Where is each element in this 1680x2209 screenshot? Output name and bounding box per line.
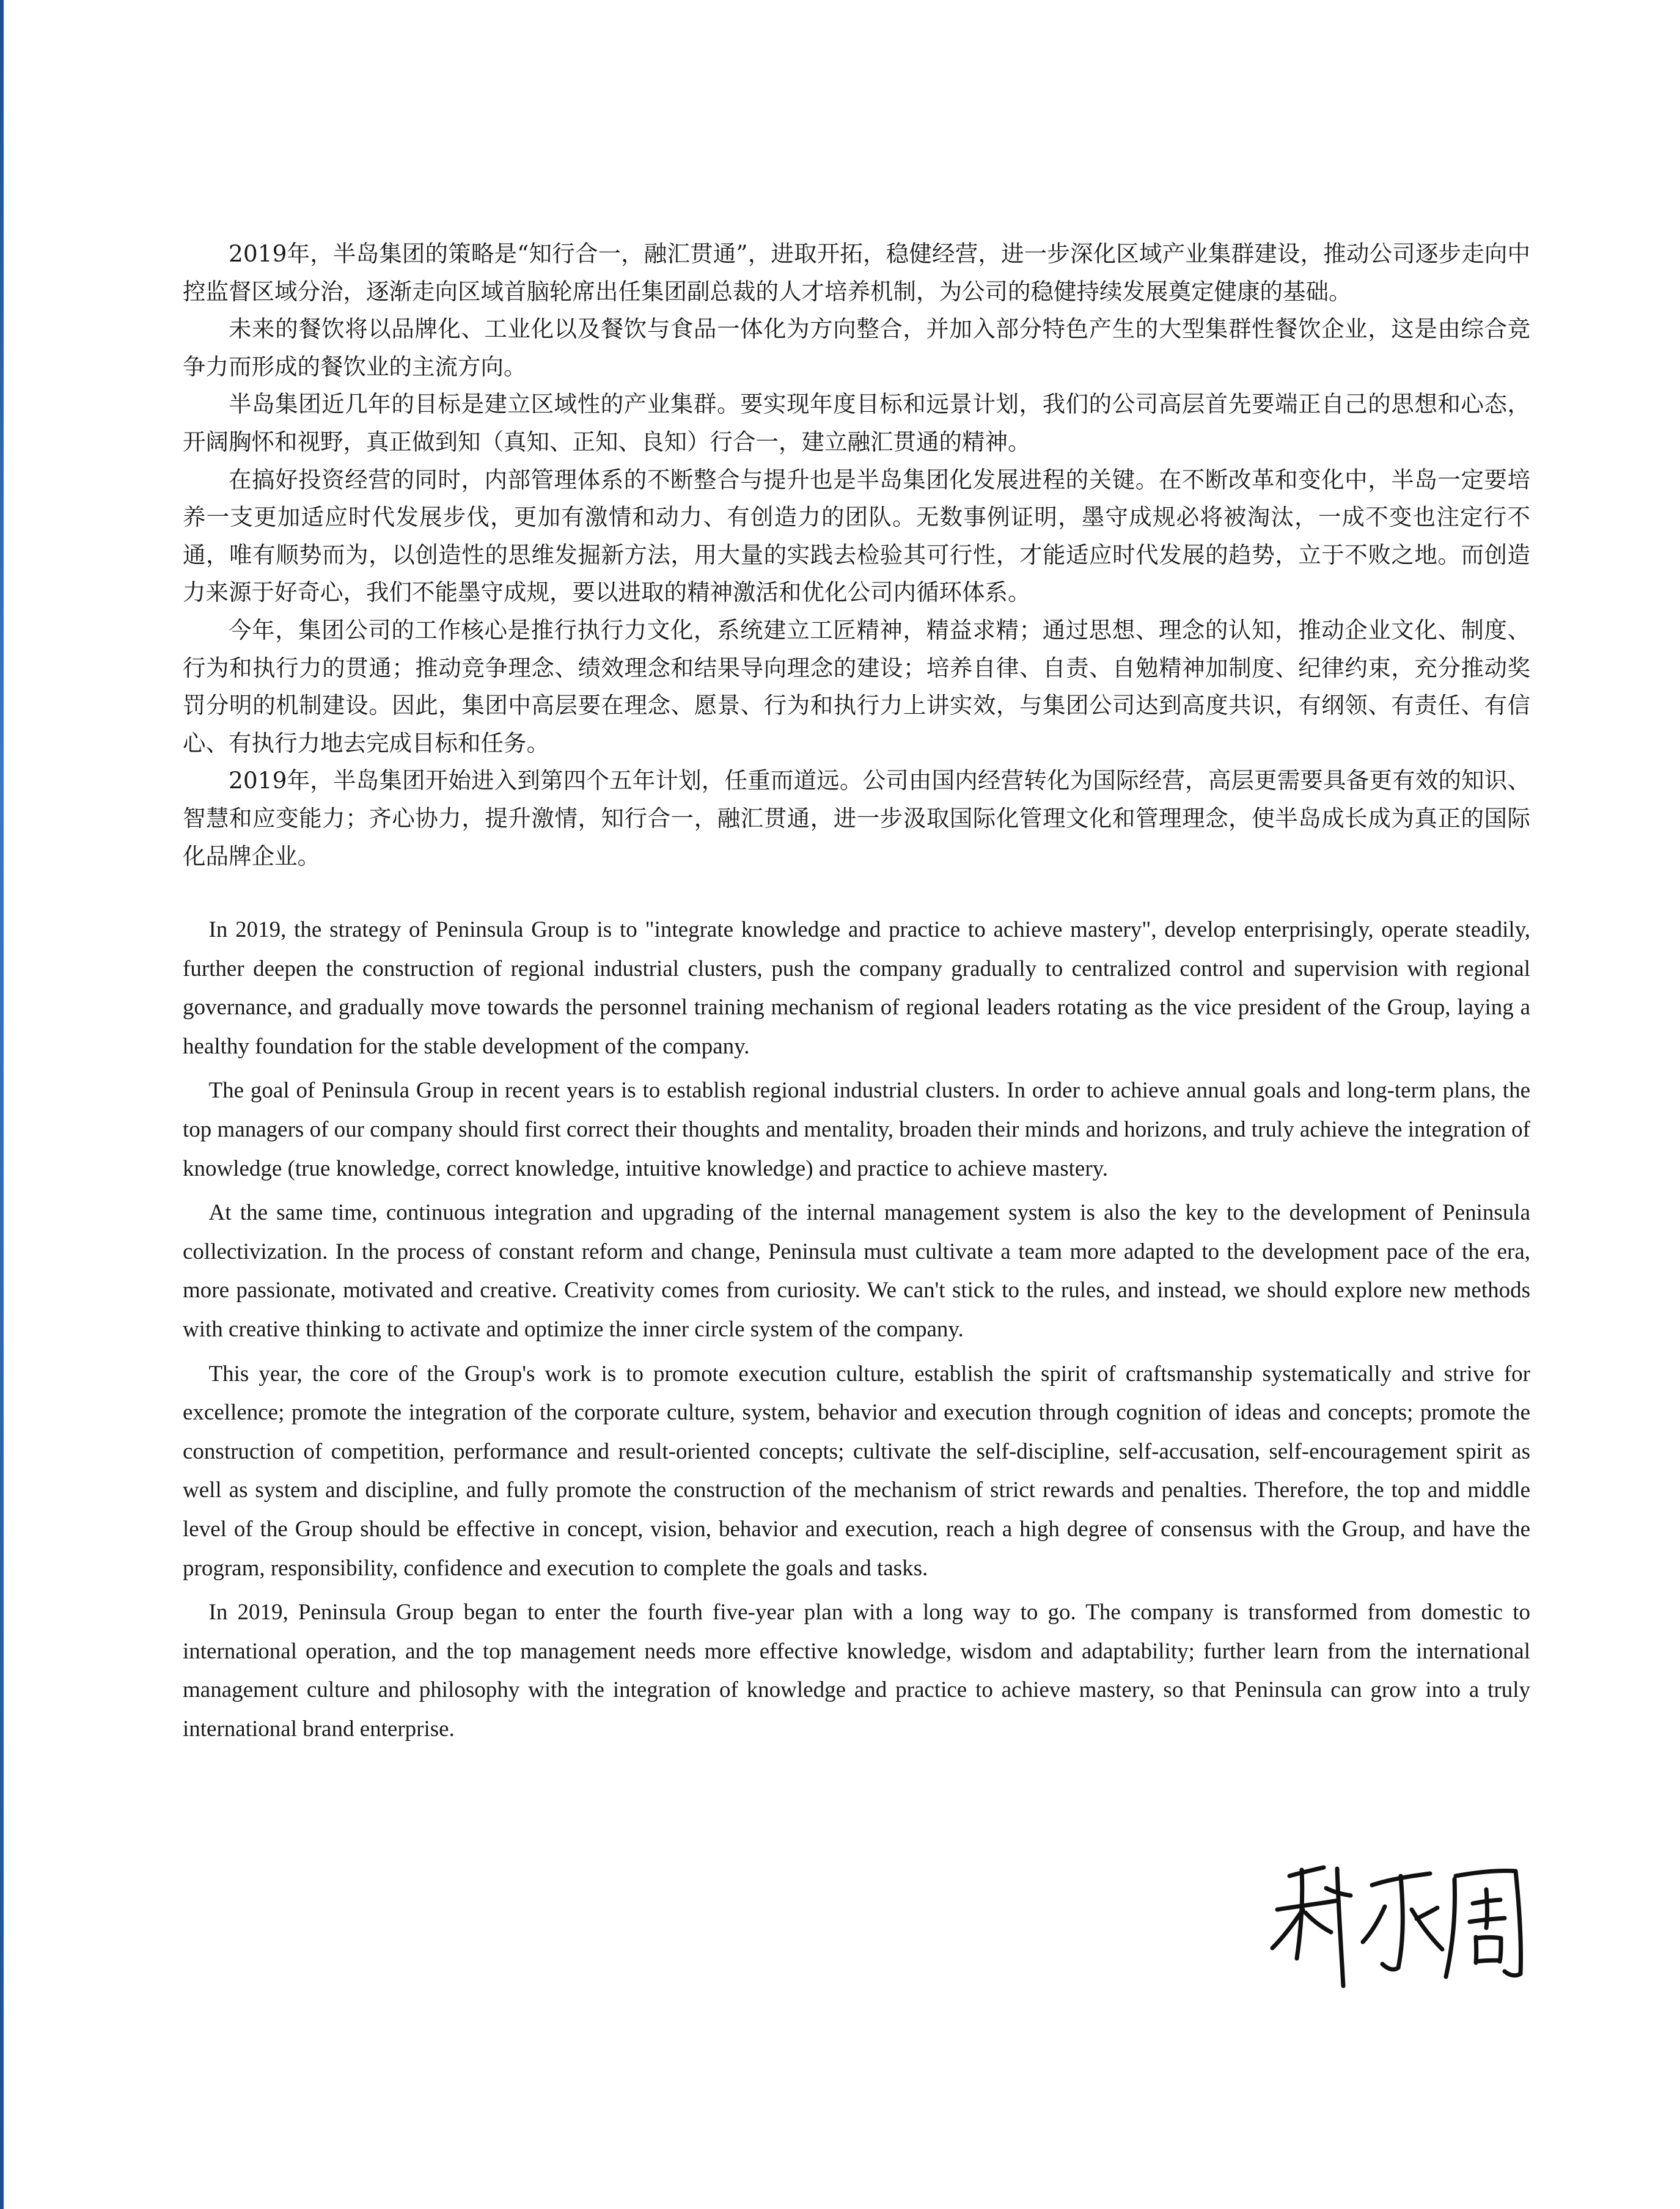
zh-paragraph: 未来的餐饮将以品牌化、工业化以及餐饮与食品一体化为方向整合，并加入部分特色产生的大型集群性餐饮企业，这是由综合竞争力而形成的餐饮业的主流方向。 <box>183 315 1530 380</box>
zh-paragraph: 半岛集团近几年的目标是建立区域性的产业集群。要实现年度目标和远景计划，我们的公司高层首先要端正自己的思想和心态，开阔胸怀和视野，真正做到知（真知、正知、良知）行合一，建立融汇贯通的精神。 <box>183 390 1530 455</box>
en-paragraph: In 2019, Peninsula Group began to enter the fourth five-year plan with a long way to go. The company is transformed from domestic to international operation, and the top management needs more effective knowledge, wisdom and adaptability; further learn from the international management culture and philosophy with the integration of knowledge and practice to achieve mastery, so that Peninsula can grow into a truly international brand enterprise. <box>183 1600 1530 1742</box>
zh-paragraph: 2019年，半岛集团开始进入到第四个五年计划，任重而道远。公司由国内经营转化为国际经营，高层更需要具备更有效的知识、智慧和应变能力；齐心协力，提升激情，知行合一，融汇贯通，进一步汲取国际化管理文化和管理理念，使半岛成长成为真正的国际化品牌企业。 <box>183 767 1530 870</box>
zh-paragraph: 在搞好投资经营的同时，内部管理体系的不断整合与提升也是半岛集团化发展进程的关键。在不断改革和变化中，半岛一定要培养一支更加适应时代发展步伐，更加有激情和动力、有创造力的团队。无数事例证明，墨守成规必将被淘汰，一成不变也注定行不通，唯有顺势而为，以创造性的思维发掘新方法，用大量的实践去检验其可行性，才能适应时代发展的趋势，立于不败之地。而创造力来源于好奇心，我们不能墨守成规，要以进取的精神激活和优化公司内循环体系。 <box>183 466 1530 606</box>
zh-paragraph: 2019年，半岛集团的策略是“知行合一，融汇贯通”，进取开拓，稳健经营，进一步深化区域产业集群建设，推动公司逐步走向中控监督区域分治，逐渐走向区域首脑轮席出任集团副总裁的人才培养机制，为公司的稳健持续发展奠定健康的基础。 <box>183 240 1530 305</box>
en-paragraph: At the same time, continuous integration and upgrading of the internal management system is also the key to the development of Peninsula collectivization. In the process of constant reform and change, Peninsula must cultivate a team more adapted to the development pace of the era, more passionate, motivated and creative. Creativity comes from curiosity. We can't stick to the rules, and instead, we should explore new methods with creative thinking to activate and optimize the inner circle system of the company. <box>183 1200 1530 1342</box>
en-paragraph: In 2019, the strategy of Peninsula Group is to "integrate knowledge and practice to achieve mastery", develop enterprisingly, operate steadily, further deepen the construction of regional industrial clusters, push the company gradually to centralized control and supervision with regional governance, and gradually move towards the personnel training mechanism of regional leaders rotating as the vice president of the Group, laying a healthy foundation for the stable development of the company. <box>183 917 1530 1059</box>
en-paragraph: This year, the core of the Group's work is to promote execution culture, establish the spirit of craftsmanship systematically and strive for excellence; promote the integration of the corporate culture, system, behavior and execution through cognition of ideas and concepts; promote the construction of competition, performance and result-oriented concepts; cultivate the self-discipline, self-accusation, self-encouragement spirit as well as system and discipline, and fully promote the construction of the mechanism of strict rewards and penalties. Therefore, the top and middle level of the Group should be effective in concept, vision, behavior and execution, reach a high degree of consensus with the Group, and have the program, responsibility, confidence and execution to complete the goals and tasks. <box>183 1361 1530 1581</box>
chinese-text-section <box>183 235 1530 875</box>
zh-paragraph: 今年，集团公司的工作核心是推行执行力文化，系统建立工匠精神，精益求精；通过思想、理念的认知，推动企业文化、制度、行为和执行力的贯通；推动竞争理念、绩效理念和结果导向理念的建设；培养自律、自责、自勉精神加制度、纪律约束，充分推动奖罚分明的机制建设。因此，集团中高层要在理念、愿景、行为和执行力上讲实效，与集团公司达到高度共识，有纲领、有责任、有信心、有执行力地去完成目标和任务。 <box>183 616 1530 756</box>
english-text-section <box>183 910 1530 1754</box>
handwritten-signature <box>1265 1852 1534 1992</box>
en-paragraph: The goal of Peninsula Group in recent years is to establish regional industrial clusters. In order to achieve annual goals and long-term plans, the top managers of our company should first correct their thoughts and mentality, broaden their minds and horizons, and truly achieve the integration of knowledge (true knowledge, correct knowledge, intuitive knowledge) and practice to achieve mastery. <box>183 1078 1530 1181</box>
left-edge-accent <box>0 0 4 2209</box>
